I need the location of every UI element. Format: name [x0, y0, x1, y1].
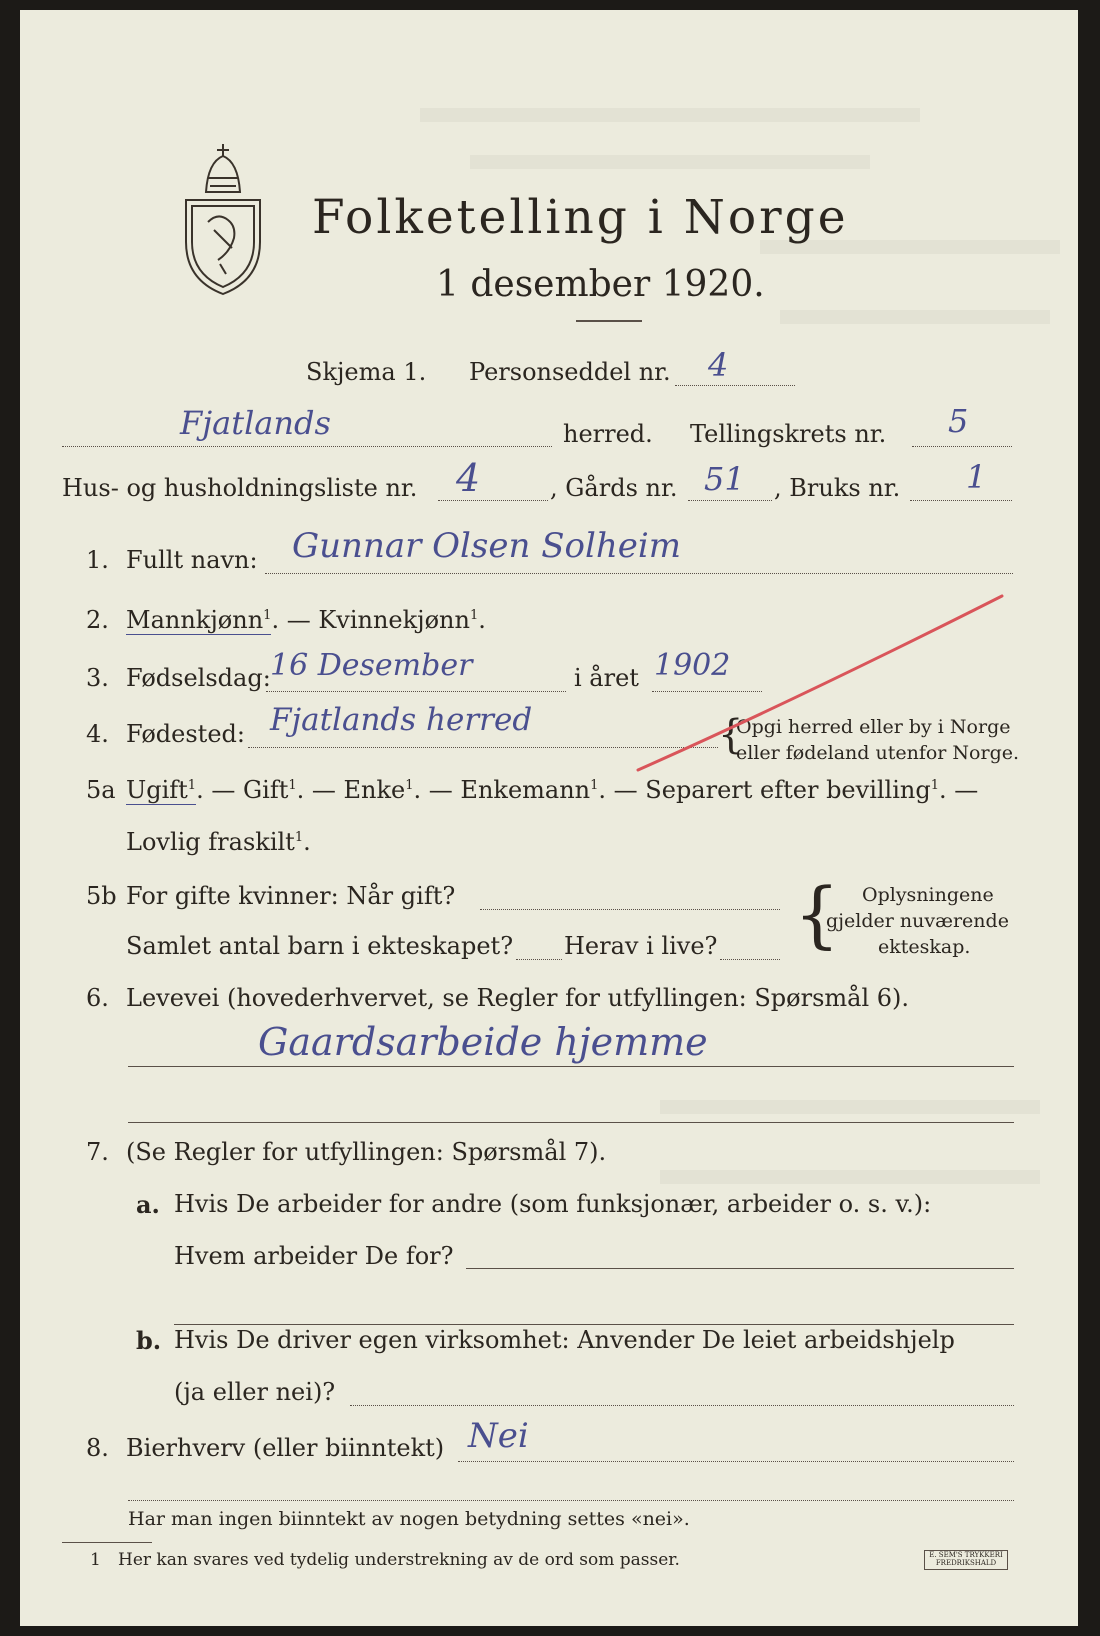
- q4-note-line2: eller fødeland utenfor Norge.: [736, 742, 1020, 764]
- occupation-value[interactable]: Gaardsarbeide hjemme: [258, 1020, 708, 1064]
- q6-line-2: [128, 1122, 1014, 1123]
- footnote-rule: [62, 1542, 152, 1543]
- bleed-through: [470, 155, 870, 169]
- footnote-text: Her kan svares ved tydelig understrekning av de ord som passer.: [118, 1550, 680, 1570]
- gards-label: , Gårds nr.: [550, 474, 678, 502]
- q7a-letter: a.: [136, 1190, 160, 1219]
- q7b-answer-line: [350, 1405, 1014, 1406]
- q7a-answer-line: [466, 1268, 1014, 1269]
- bruks-label: , Bruks nr.: [774, 474, 901, 502]
- birth-year-value[interactable]: 1902: [654, 648, 731, 683]
- coat-of-arms-icon: [178, 142, 268, 297]
- option-ugift[interactable]: Ugift$^1$: [126, 776, 197, 804]
- q2-options: Mannkjønn$^1$. — Kvinnekjønn$^1$.: [126, 606, 486, 634]
- q6-number: 6.: [86, 984, 109, 1012]
- q1-line: [265, 573, 1013, 574]
- husliste-label: Hus- og husholdningsliste nr.: [62, 474, 418, 502]
- personseddel-value[interactable]: 4: [708, 346, 729, 384]
- q2-number: 2.: [86, 606, 109, 634]
- q7-number: 7.: [86, 1138, 109, 1166]
- bleed-through: [780, 310, 1050, 324]
- bruks-line: [910, 500, 1012, 501]
- q6-label: Levevei (hovederhvervet, se Regler for utfyllingen: Spørsmål 6).: [126, 984, 910, 1012]
- q8-label: Bierhverv (eller biinntekt): [126, 1434, 445, 1462]
- q8-number: 8.: [86, 1434, 109, 1462]
- option-female[interactable]: Kvinnekjønn$^1$: [318, 606, 479, 634]
- option-enke[interactable]: Enke$^1$: [343, 776, 414, 804]
- q5b-note1: Oplysningene: [862, 884, 994, 906]
- birthday-value[interactable]: 16 Desember: [270, 648, 473, 683]
- bleed-through: [660, 1170, 1040, 1184]
- q4-number: 4.: [86, 720, 109, 748]
- full-name-value[interactable]: Gunnar Olsen Solheim: [292, 526, 681, 566]
- schema-label: Skjema 1.: [306, 358, 427, 386]
- q7a-line2: Hvem arbeider De for?: [174, 1242, 454, 1270]
- q8-line: [458, 1461, 1014, 1462]
- q5a-number: 5a: [86, 776, 116, 804]
- q5b-note3: ekteskap.: [878, 936, 971, 958]
- option-male[interactable]: Mannkjønn$^1$: [126, 606, 272, 634]
- q5b-married-when: For gifte kvinner: Når gift?: [126, 882, 456, 910]
- q4-label: Fødested:: [126, 720, 245, 748]
- q7b-line2: (ja eller nei)?: [174, 1378, 336, 1406]
- herred-line: [62, 446, 552, 447]
- q5b-brace: {: [794, 872, 840, 956]
- q4-note-line1: Opgi herred eller by i Norge: [736, 716, 1011, 738]
- tellingskrets-label: Tellingskrets nr.: [690, 420, 887, 448]
- q5b-alive-line: [720, 959, 780, 960]
- q3-line: [266, 691, 566, 692]
- personseddel-label: Personseddel nr.: [469, 358, 671, 386]
- husliste-value[interactable]: 4: [456, 456, 481, 500]
- q7-label: (Se Regler for utfyllingen: Spørsmål 7).: [126, 1138, 607, 1166]
- q5b-married-line: [480, 909, 780, 910]
- q3-number: 3.: [86, 664, 109, 692]
- q3-label: Fødselsdag:: [126, 664, 271, 692]
- tellingskrets-line: [912, 446, 1012, 447]
- q8-line-2: [128, 1500, 1014, 1501]
- herred-value[interactable]: Fjatlands: [180, 404, 331, 442]
- q5b-children-line: [516, 959, 562, 960]
- q5b-children-alive: Herav i live?: [564, 932, 718, 960]
- option-fraskilt[interactable]: Lovlig fraskilt$^1$.: [126, 828, 311, 856]
- personseddel-line: [675, 385, 795, 386]
- q1-label: Fullt navn:: [126, 546, 258, 574]
- birthplace-value[interactable]: Fjatlands herred: [270, 702, 533, 738]
- q4-brace: {: [718, 712, 744, 758]
- husliste-line: [438, 500, 548, 501]
- q7b-line1: Hvis De driver egen virksomhet: Anvender De leiet arbeidshjelp: [174, 1326, 955, 1354]
- tellingskrets-value[interactable]: 5: [948, 402, 969, 440]
- q5b-note2: gjelder nuværende: [826, 910, 1009, 932]
- census-date: 1 desember 1920.: [436, 264, 765, 305]
- q7b-letter: b.: [136, 1326, 162, 1355]
- form-title: Folketelling i Norge: [312, 190, 849, 245]
- q6-line-1: [128, 1066, 1014, 1067]
- bleed-through: [660, 1100, 1040, 1114]
- side-income-value[interactable]: Nei: [468, 1416, 529, 1456]
- q5b-number: 5b: [86, 882, 117, 910]
- q5a-options: Ugift$^1$. — Gift$^1$. — Enke$^1$. — Enkemann$^1$. — Separert efter bevilling$^1$. —: [126, 776, 979, 804]
- q7a-line1: Hvis De arbeider for andre (som funksjonær, arbeider o. s. v.):: [174, 1190, 932, 1218]
- option-enkemann[interactable]: Enkemann$^1$: [460, 776, 599, 804]
- red-pencil-stroke: [620, 588, 1020, 788]
- gards-line: [688, 500, 772, 501]
- q1-number: 1.: [86, 546, 109, 574]
- printer-stamp: E. SEM'S TRYKKERI FREDRIKSHALD: [924, 1550, 1008, 1570]
- gards-value[interactable]: 51: [704, 460, 745, 498]
- title-rule: [576, 320, 642, 322]
- q5b-children-total: Samlet antal barn i ekteskapet?: [126, 932, 514, 960]
- herred-label: herred.: [563, 420, 653, 448]
- q3-year-label: i året: [574, 664, 639, 692]
- option-separert[interactable]: Separert efter bevilling$^1$: [645, 776, 939, 804]
- census-form-page: [20, 10, 1078, 1626]
- bruks-value[interactable]: 1: [966, 458, 987, 496]
- option-gift[interactable]: Gift$^1$: [242, 776, 297, 804]
- footnote-mark: 1: [90, 1550, 101, 1570]
- q7a-answer-line-2: [174, 1324, 1014, 1325]
- footer-note: Har man ingen biinntekt av nogen betydning settes «nei».: [128, 1508, 690, 1530]
- bleed-through: [420, 108, 920, 122]
